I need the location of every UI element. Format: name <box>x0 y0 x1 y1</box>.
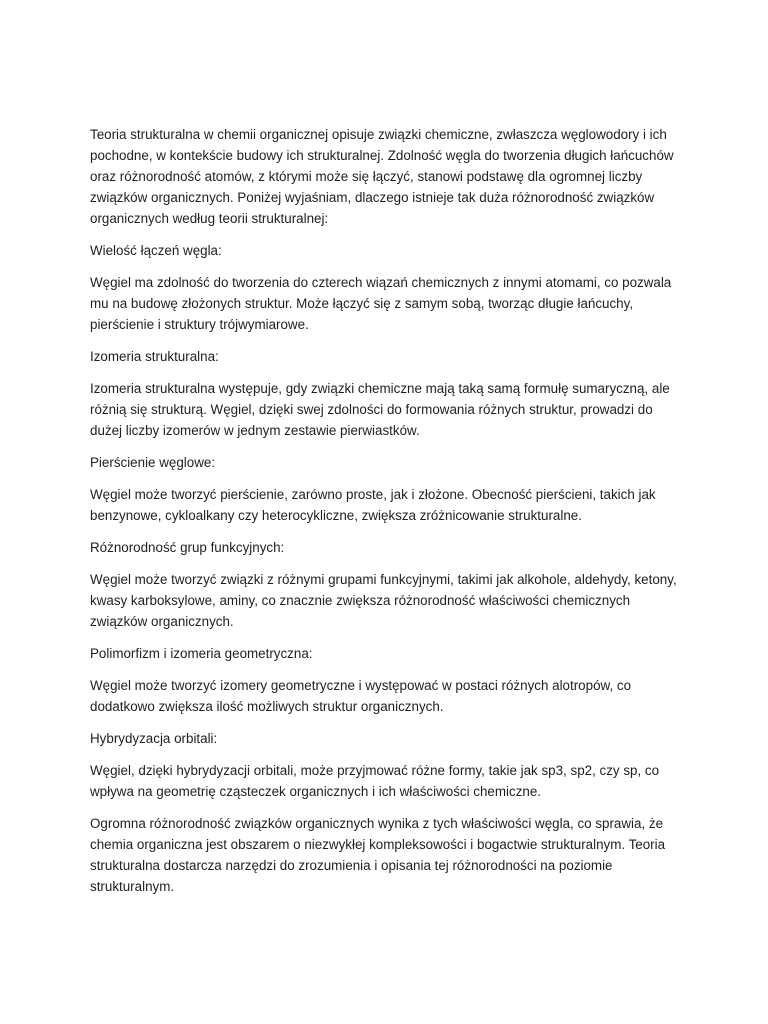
document-body <box>90 124 688 908</box>
conclusion-paragraph: Ogromna różnorodność związków organicznych wynika z tych właściwości węgla, co sprawia, że chemia organiczna jest obszarem o niezwykłej kompleksowości i bogactwie strukturalnym. Teoria strukturalna dostarcza narzędzi do zrozumienia i opisania tej różnorodności na poziomie strukturalnym. <box>90 816 666 894</box>
section-heading-polymorphism: Polimorfizm i izomeria geometryczna: <box>90 646 313 661</box>
section-body-carbon-bonds: Węgiel ma zdolność do tworzenia do czterech wiązań chemicznych z innymi atomami, co pozwala mu na budowę złożonych struktur. Może łączyć się z samym sobą, tworząc długie łańcuchy, pierścienie i struktury trójwymiarowe. <box>90 275 672 332</box>
section-body-functional-groups: Węgiel może tworzyć związki z różnymi grupami funkcyjnymi, takimi jak alkohole, aldehydy, ketony, kwasy karboksylowe, aminy, co znacznie zwiększa różnorodność właściwości chemicznych związków organicznych. <box>90 572 677 629</box>
section-heading-carbon-bonds: Wielość łączeń węgla: <box>90 243 222 258</box>
section-heading-carbon-rings: Pierścienie węglowe: <box>90 455 216 470</box>
section-body-polymorphism: Węgiel może tworzyć izomery geometryczne i występować w postaci różnych alotropów, co dodatkowo zwiększa ilość możliwych struktur organicznych. <box>90 678 632 714</box>
section-heading-functional-groups: Różnorodność grup funkcyjnych: <box>90 540 285 555</box>
intro-paragraph: Teoria strukturalna w chemii organicznej opisuje związki chemiczne, zwłaszcza węglowodory i ich pochodne, w kontekście budowy ich strukturalnej. Zdolność węgla do tworzenia długich łańcuchów oraz różnorodność atomów, z którymi może się łączyć, stanowi podstawę dla ogromnej liczby związków organicznych. Poniżej wyjaśniam, dlaczego istnieje tak duża różnorodność związków organicznych według teorii strukturalnej: <box>90 127 674 226</box>
section-body-structural-isomerism: Izomeria strukturalna występuje, gdy związki chemiczne mają taką samą formułę sumaryczną, ale różnią się strukturą. Węgiel, dzięki swej zdolności do formowania różnych struktur, prowadzi do dużej liczby izomerów w jednym zestawie pierwiastków. <box>90 381 670 438</box>
section-body-carbon-rings: Węgiel może tworzyć pierścienie, zarówno proste, jak i złożone. Obecność pierścieni, takich jak benzynowe, cykloalkany czy heterocykliczne, zwiększa zróżnicowanie strukturalne. <box>90 487 656 523</box>
section-heading-structural-isomerism: Izomeria strukturalna: <box>90 349 219 364</box>
section-body-hybridization: Węgiel, dzięki hybrydyzacji orbitali, może przyjmować różne formy, takie jak sp3, sp2, czy sp, co wpływa na geometrię cząsteczek organicznych i ich właściwości chemiczne. <box>90 763 660 799</box>
section-heading-hybridization: Hybrydyzacja orbitali: <box>90 731 218 746</box>
